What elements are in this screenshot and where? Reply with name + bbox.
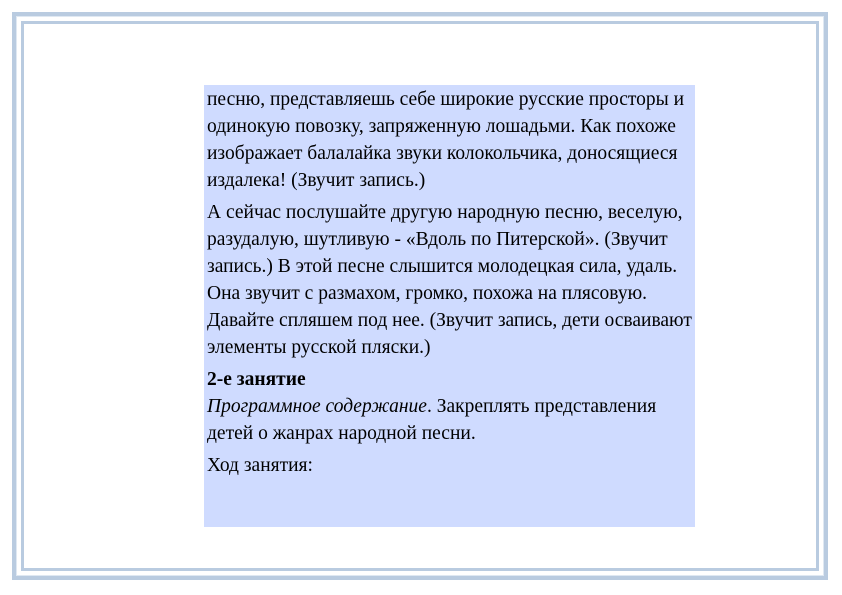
- paragraph-2: А сейчас послушайте другую народную песню, веселую, разудалую, шутливую - «Вдоль по Питерской». (Звучит запись.) В этой песне слышится молодецкая сила, удаль. Она звучит с размахом, громко, похожа на плясовую. Давайте спляшем под нее. (Звучит запись, дети осваивают элементы русской пляски.): [207, 202, 692, 358]
- lesson-course: Ход занятия:: [207, 455, 313, 476]
- program-paragraph: [207, 393, 692, 447]
- program-text: . Закреплять представления детей о жанрах народной песни.: [207, 396, 657, 444]
- program-label: Программное содержание: [207, 396, 427, 417]
- paragraph-1: песню, представляешь себе широкие русские просторы и одинокую повозку, запряженную лошадьми. Как похоже изображает балалайка звуки колокольчика, доносящиеся издалека! (Звучит запись.): [207, 89, 685, 191]
- text-box: [204, 85, 695, 527]
- lesson-heading: 2-е занятие: [207, 369, 306, 390]
